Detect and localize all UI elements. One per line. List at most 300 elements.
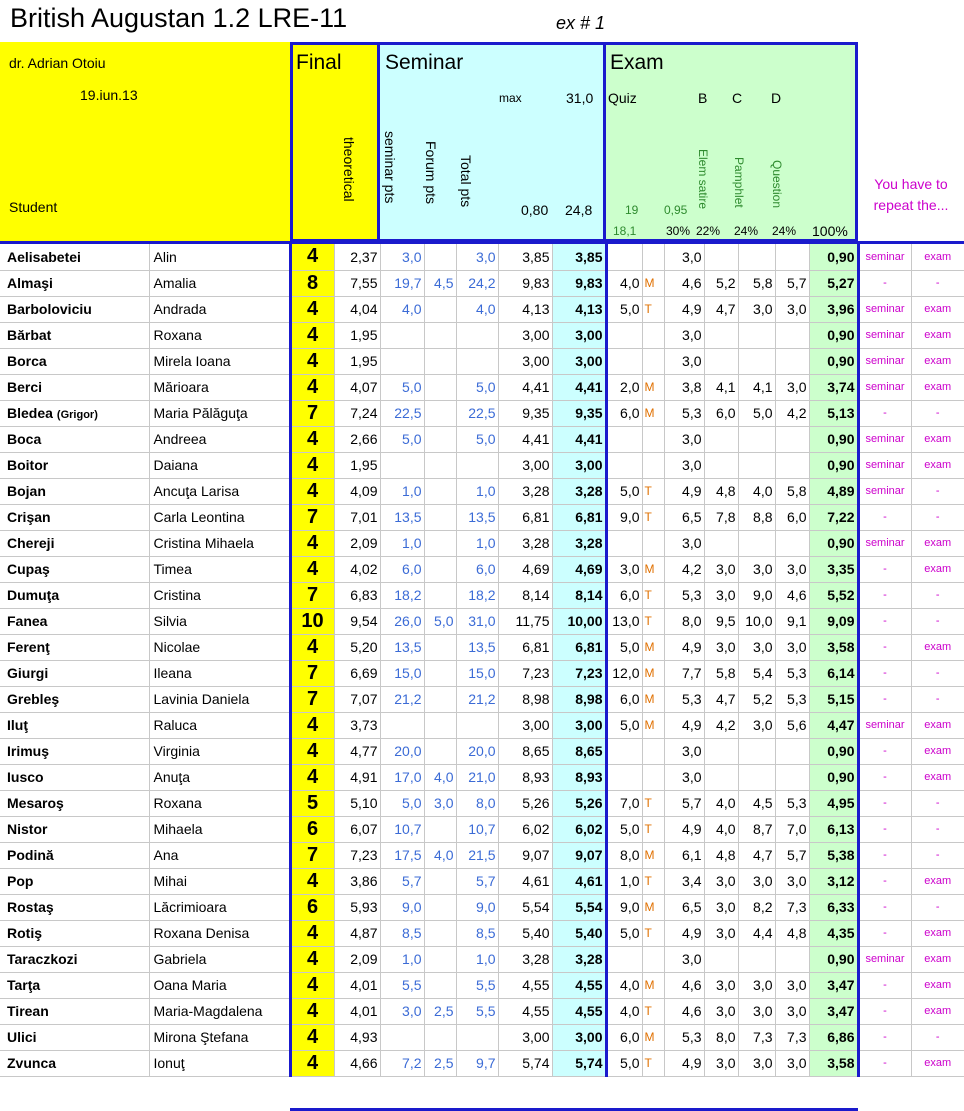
part-c-score-cell: 8,0 bbox=[704, 1024, 738, 1050]
final-grade-cell: 7 bbox=[290, 686, 334, 712]
exam-total-cell: 0,90 bbox=[809, 530, 858, 556]
seminar-total-cell: 9,83 bbox=[552, 270, 606, 296]
theoretical-cell: 2,09 bbox=[334, 530, 380, 556]
theoretical-cell: 7,07 bbox=[334, 686, 380, 712]
quiz-type-cell bbox=[642, 530, 664, 556]
last-name-text: Giurgi bbox=[7, 665, 49, 681]
part-d-score-cell: 3,0 bbox=[738, 972, 775, 998]
seminar-total-cell: 8,98 bbox=[552, 686, 606, 712]
last-name-text: Iluţ bbox=[7, 717, 28, 733]
seminar-total-cell: 4,13 bbox=[552, 296, 606, 322]
part-e-score-cell: 7,3 bbox=[775, 894, 809, 920]
seminar-total-cell: 6,02 bbox=[552, 816, 606, 842]
repeat-seminar-cell: - bbox=[858, 270, 911, 296]
part-b-score-cell: 5,3 bbox=[664, 686, 704, 712]
table-row bbox=[0, 790, 964, 816]
forum-pts-cell bbox=[424, 920, 456, 946]
seminar-total-cell: 3,85 bbox=[552, 244, 606, 270]
exam-total-cell: 3,74 bbox=[809, 374, 858, 400]
last-name-cell bbox=[0, 998, 149, 1024]
seminar-total-cell: 4,61 bbox=[552, 868, 606, 894]
last-name-text: Ulici bbox=[7, 1029, 37, 1045]
final-grade-cell: 4 bbox=[290, 452, 334, 478]
quiz-type-cell: T bbox=[642, 816, 664, 842]
part-e-score-cell: 5,8 bbox=[775, 478, 809, 504]
last-name-cell bbox=[0, 582, 149, 608]
part-c-score-cell: 3,0 bbox=[704, 556, 738, 582]
total-pts-cell: 4,0 bbox=[456, 296, 498, 322]
part-e-score-cell: 5,3 bbox=[775, 660, 809, 686]
quiz-type-cell bbox=[642, 946, 664, 972]
table-row bbox=[0, 322, 964, 348]
part-b-score-cell: 4,6 bbox=[664, 972, 704, 998]
quiz-type-cell: T bbox=[642, 920, 664, 946]
total-pts-cell bbox=[456, 322, 498, 348]
repeat-exam-cell: exam bbox=[911, 946, 964, 972]
last-name-text: Taraczkozi bbox=[7, 951, 78, 967]
part-c-score-cell: 4,1 bbox=[704, 374, 738, 400]
total-pts-cell: 3,0 bbox=[456, 244, 498, 270]
last-name-text: Pop bbox=[7, 873, 34, 889]
final-grade-cell: 4 bbox=[290, 998, 334, 1024]
table-row bbox=[0, 1024, 964, 1050]
theoretical-cell: 4,77 bbox=[334, 738, 380, 764]
last-name-cell bbox=[0, 322, 149, 348]
student-column-label: Student bbox=[9, 199, 58, 215]
seminar-max-value: 31,0 bbox=[566, 90, 594, 106]
repeat-exam-cell: - bbox=[911, 816, 964, 842]
seminar-total-cell: 6,81 bbox=[552, 634, 606, 660]
part-c-score-cell: 4,8 bbox=[704, 478, 738, 504]
quiz-type-cell: T bbox=[642, 582, 664, 608]
part-d-score-cell: 5,2 bbox=[738, 686, 775, 712]
last-name-text: Zvunca bbox=[7, 1055, 57, 1071]
weighted-seminar-cell: 3,00 bbox=[498, 322, 552, 348]
first-name-cell: Oana Maria bbox=[149, 972, 290, 998]
seminar-pts-cell: 6,0 bbox=[380, 556, 424, 582]
first-name-cell: Andreea bbox=[149, 426, 290, 452]
quiz-type-cell: T bbox=[642, 504, 664, 530]
total-pts-cell: 5,7 bbox=[456, 868, 498, 894]
last-name-cell bbox=[0, 400, 149, 426]
exam-total-cell: 7,22 bbox=[809, 504, 858, 530]
final-grade-cell: 4 bbox=[290, 972, 334, 998]
weighted-seminar-cell: 4,41 bbox=[498, 426, 552, 452]
repeat-exam-cell: - bbox=[911, 1024, 964, 1050]
repeat-exam-cell: - bbox=[911, 790, 964, 816]
quiz-type-cell: M bbox=[642, 374, 664, 400]
question-label: Question bbox=[770, 160, 784, 209]
quiz-score-cell bbox=[606, 426, 642, 452]
theoretical-cell: 4,02 bbox=[334, 556, 380, 582]
part-d-score-cell bbox=[738, 322, 775, 348]
last-name-text: Tirean bbox=[7, 1003, 49, 1019]
last-name-cell bbox=[0, 244, 149, 270]
table-row bbox=[0, 1050, 964, 1076]
seminar-pts-cell: 22,5 bbox=[380, 400, 424, 426]
part-b-score-cell: 5,3 bbox=[664, 400, 704, 426]
first-name-cell: Ana bbox=[149, 842, 290, 868]
last-name-cell bbox=[0, 816, 149, 842]
final-grade-cell: 4 bbox=[290, 738, 334, 764]
seminar-pts-cell: 13,5 bbox=[380, 634, 424, 660]
repeat-seminar-cell: seminar bbox=[858, 296, 911, 322]
repeat-exam-cell: exam bbox=[911, 530, 964, 556]
final-grade-cell: 6 bbox=[290, 816, 334, 842]
forum-pts-cell bbox=[424, 296, 456, 322]
part-e-score-cell: 5,7 bbox=[775, 842, 809, 868]
part-d-label: D bbox=[771, 90, 782, 106]
table-row bbox=[0, 972, 964, 998]
part-c-score-cell: 3,0 bbox=[704, 634, 738, 660]
part-c-score-cell bbox=[704, 348, 738, 374]
repeat-seminar-cell: - bbox=[858, 1050, 911, 1076]
seminar-pts-cell: 17,5 bbox=[380, 842, 424, 868]
repeat-seminar-cell: seminar bbox=[858, 322, 911, 348]
weighted-seminar-cell: 7,23 bbox=[498, 660, 552, 686]
quiz-score-cell bbox=[606, 322, 642, 348]
forum-pts-cell bbox=[424, 244, 456, 270]
exam-total-cell: 6,13 bbox=[809, 816, 858, 842]
seminar-pts-cell: 4,0 bbox=[380, 296, 424, 322]
exam-total-cell: 3,35 bbox=[809, 556, 858, 582]
forum-pts-cell bbox=[424, 816, 456, 842]
exam-total-cell: 3,58 bbox=[809, 1050, 858, 1076]
seminar-total-cell: 3,00 bbox=[552, 322, 606, 348]
exam-total-cell: 0,90 bbox=[809, 764, 858, 790]
table-row bbox=[0, 868, 964, 894]
part-e-score-cell: 7,3 bbox=[775, 1024, 809, 1050]
final-header-block bbox=[290, 42, 380, 242]
part-d-score-cell: 5,8 bbox=[738, 270, 775, 296]
first-name-cell: Roxana bbox=[149, 322, 290, 348]
last-name-cell bbox=[0, 556, 149, 582]
theoretical-cell: 4,66 bbox=[334, 1050, 380, 1076]
seminar-pts-cell: 21,2 bbox=[380, 686, 424, 712]
repeat-seminar-cell: seminar bbox=[858, 452, 911, 478]
seminar-total-cell: 4,55 bbox=[552, 972, 606, 998]
repeat-exam-cell: - bbox=[911, 582, 964, 608]
part-b-score-cell: 8,0 bbox=[664, 608, 704, 634]
part-d-score-cell: 5,4 bbox=[738, 660, 775, 686]
exam-total-cell: 0,90 bbox=[809, 322, 858, 348]
part-d-score-cell: 5,0 bbox=[738, 400, 775, 426]
part-c-score-cell bbox=[704, 530, 738, 556]
part-d-score-cell: 4,1 bbox=[738, 374, 775, 400]
total-pts-cell: 5,0 bbox=[456, 426, 498, 452]
seminar-pts-cell bbox=[380, 712, 424, 738]
repeat-exam-cell: exam bbox=[911, 244, 964, 270]
exercise-number: ex # 1 bbox=[556, 13, 606, 33]
seminar-weighted-max: 24,8 bbox=[565, 202, 593, 218]
table-row bbox=[0, 608, 964, 634]
table-row bbox=[0, 270, 964, 296]
seminar-pts-cell: 8,5 bbox=[380, 920, 424, 946]
final-grade-cell: 4 bbox=[290, 322, 334, 348]
part-b-score-cell: 4,9 bbox=[664, 816, 704, 842]
part-c-score-cell bbox=[704, 244, 738, 270]
weighted-seminar-cell: 4,55 bbox=[498, 998, 552, 1024]
part-e-score-cell: 3,0 bbox=[775, 1050, 809, 1076]
forum-pts-cell bbox=[424, 582, 456, 608]
seminar-total-cell: 4,69 bbox=[552, 556, 606, 582]
total-pts-cell: 21,5 bbox=[456, 842, 498, 868]
total-pts-cell: 8,5 bbox=[456, 920, 498, 946]
table-row bbox=[0, 946, 964, 972]
exam-total-cell: 3,47 bbox=[809, 972, 858, 998]
last-name-cell bbox=[0, 1050, 149, 1076]
quiz-type-cell: M bbox=[642, 686, 664, 712]
seminar-pts-cell: 5,5 bbox=[380, 972, 424, 998]
part-c-score-cell: 5,8 bbox=[704, 660, 738, 686]
repeat-exam-cell: - bbox=[911, 478, 964, 504]
first-name-cell: Maria Pălăguţa bbox=[149, 400, 290, 426]
part-b-label: B bbox=[698, 90, 708, 106]
seminar-pts-cell bbox=[380, 322, 424, 348]
final-grade-cell: 8 bbox=[290, 270, 334, 296]
quiz-score-cell: 5,0 bbox=[606, 478, 642, 504]
quiz-score-cell bbox=[606, 946, 642, 972]
table-row bbox=[0, 842, 964, 868]
weighted-seminar-cell: 3,28 bbox=[498, 478, 552, 504]
last-name-text: Nistor bbox=[7, 821, 48, 837]
quiz-score-cell: 1,0 bbox=[606, 868, 642, 894]
weighted-seminar-cell: 3,28 bbox=[498, 530, 552, 556]
repeat-exam-cell: exam bbox=[911, 868, 964, 894]
forum-pts-cell bbox=[424, 686, 456, 712]
final-grade-cell: 4 bbox=[290, 244, 334, 270]
forum-pts-cell bbox=[424, 972, 456, 998]
last-name-text: Boca bbox=[7, 431, 42, 447]
forum-pts-cell bbox=[424, 400, 456, 426]
part-e-score-cell: 3,0 bbox=[775, 556, 809, 582]
repeat-header: You have to repeat the... bbox=[873, 176, 949, 213]
forum-pts-cell: 2,5 bbox=[424, 1050, 456, 1076]
sheet-date: 19.iun.13 bbox=[80, 87, 138, 103]
part-e-score-cell: 4,6 bbox=[775, 582, 809, 608]
final-grade-cell: 5 bbox=[290, 790, 334, 816]
part-e-score-cell bbox=[775, 244, 809, 270]
seminar-pts-label: seminar pts bbox=[382, 131, 398, 204]
part-e-score-cell: 5,6 bbox=[775, 712, 809, 738]
weighted-seminar-cell: 8,93 bbox=[498, 764, 552, 790]
table-row bbox=[0, 738, 964, 764]
weighted-seminar-cell: 6,81 bbox=[498, 634, 552, 660]
part-e-score-cell: 4,2 bbox=[775, 400, 809, 426]
part-b-score-cell: 4,9 bbox=[664, 296, 704, 322]
exam-total-cell: 0,90 bbox=[809, 946, 858, 972]
weighted-seminar-cell: 3,00 bbox=[498, 348, 552, 374]
part-d-score-cell: 3,0 bbox=[738, 712, 775, 738]
theoretical-cell: 3,86 bbox=[334, 868, 380, 894]
weighted-seminar-cell: 11,75 bbox=[498, 608, 552, 634]
theoretical-cell: 2,37 bbox=[334, 244, 380, 270]
last-name-text: Almaşi bbox=[7, 275, 53, 291]
weighted-seminar-cell: 4,61 bbox=[498, 868, 552, 894]
exam-total-cell: 4,95 bbox=[809, 790, 858, 816]
quiz-type-cell: M bbox=[642, 972, 664, 998]
theoretical-cell: 2,66 bbox=[334, 426, 380, 452]
total-pts-cell: 6,0 bbox=[456, 556, 498, 582]
first-name-cell: Ileana bbox=[149, 660, 290, 686]
quiz-score-cell: 5,0 bbox=[606, 296, 642, 322]
weight-total: 100% bbox=[812, 223, 848, 239]
part-c-score-cell: 3,0 bbox=[704, 972, 738, 998]
first-name-cell: Cristina Mihaela bbox=[149, 530, 290, 556]
final-grade-cell: 4 bbox=[290, 348, 334, 374]
seminar-total-cell: 4,41 bbox=[552, 426, 606, 452]
weighted-seminar-cell: 6,02 bbox=[498, 816, 552, 842]
last-name-cell bbox=[0, 686, 149, 712]
first-name-cell: Maria-Magdalena bbox=[149, 998, 290, 1024]
weighted-seminar-cell: 5,26 bbox=[498, 790, 552, 816]
part-b-score-cell: 3,0 bbox=[664, 530, 704, 556]
seminar-pts-cell: 3,0 bbox=[380, 244, 424, 270]
quiz-type-cell: M bbox=[642, 634, 664, 660]
repeat-seminar-cell: seminar bbox=[858, 478, 911, 504]
weighted-seminar-cell: 3,85 bbox=[498, 244, 552, 270]
first-name-cell: Mirona Ştefana bbox=[149, 1024, 290, 1050]
seminar-total-cell: 5,74 bbox=[552, 1050, 606, 1076]
last-name-cell bbox=[0, 790, 149, 816]
student-header-block bbox=[0, 42, 290, 242]
part-c-score-cell bbox=[704, 322, 738, 348]
weighted-seminar-cell: 3,28 bbox=[498, 946, 552, 972]
total-pts-cell: 13,5 bbox=[456, 504, 498, 530]
part-e-score-cell: 3,0 bbox=[775, 998, 809, 1024]
part-b-score-cell: 5,3 bbox=[664, 1024, 704, 1050]
part-b-score-cell: 3,0 bbox=[664, 764, 704, 790]
repeat-exam-cell: - bbox=[911, 842, 964, 868]
repeat-exam-cell: - bbox=[911, 608, 964, 634]
last-name-cell bbox=[0, 842, 149, 868]
quiz-score-cell: 13,0 bbox=[606, 608, 642, 634]
part-d-score-cell: 4,5 bbox=[738, 790, 775, 816]
part-d-score-cell: 4,7 bbox=[738, 842, 775, 868]
repeat-exam-cell: - bbox=[911, 894, 964, 920]
last-name-text: Borca bbox=[7, 353, 47, 369]
last-name-cell bbox=[0, 608, 149, 634]
theoretical-cell: 2,09 bbox=[334, 946, 380, 972]
theoretical-cell: 5,20 bbox=[334, 634, 380, 660]
forum-pts-cell bbox=[424, 556, 456, 582]
part-d-score-cell bbox=[738, 738, 775, 764]
seminar-total-cell: 8,65 bbox=[552, 738, 606, 764]
repeat-seminar-cell: - bbox=[858, 842, 911, 868]
theoretical-cell: 7,01 bbox=[334, 504, 380, 530]
last-name-cell bbox=[0, 1024, 149, 1050]
quiz-label: Quiz bbox=[608, 90, 637, 106]
exam-total-cell: 5,52 bbox=[809, 582, 858, 608]
repeat-exam-cell: exam bbox=[911, 296, 964, 322]
part-b-score-cell: 5,3 bbox=[664, 582, 704, 608]
first-name-cell: Silvia bbox=[149, 608, 290, 634]
forum-pts-cell bbox=[424, 478, 456, 504]
last-name-text: Podină bbox=[7, 847, 54, 863]
quiz-type-cell bbox=[642, 348, 664, 374]
part-c-score-cell: 3,0 bbox=[704, 920, 738, 946]
final-grade-cell: 7 bbox=[290, 842, 334, 868]
repeat-seminar-cell: seminar bbox=[858, 426, 911, 452]
seminar-total-cell: 3,00 bbox=[552, 712, 606, 738]
quiz-type-cell: M bbox=[642, 1024, 664, 1050]
part-b-score-cell: 3,0 bbox=[664, 946, 704, 972]
forum-pts-cell bbox=[424, 712, 456, 738]
last-name-text: Rostaş bbox=[7, 899, 54, 915]
quiz-average: 18,1 bbox=[613, 224, 637, 238]
table-row bbox=[0, 556, 964, 582]
total-pts-cell: 15,0 bbox=[456, 660, 498, 686]
part-d-score-cell: 3,0 bbox=[738, 1050, 775, 1076]
repeat-exam-cell: exam bbox=[911, 374, 964, 400]
forum-pts-cell bbox=[424, 894, 456, 920]
weighted-seminar-cell: 9,83 bbox=[498, 270, 552, 296]
exam-total-cell: 3,96 bbox=[809, 296, 858, 322]
seminar-total-cell: 7,23 bbox=[552, 660, 606, 686]
seminar-max-label: max bbox=[499, 91, 522, 105]
last-name-text: Berci bbox=[7, 379, 43, 395]
quiz-score-cell: 3,0 bbox=[606, 556, 642, 582]
part-d-score-cell bbox=[738, 426, 775, 452]
part-e-score-cell bbox=[775, 452, 809, 478]
theoretical-cell: 1,95 bbox=[334, 322, 380, 348]
seminar-total-cell: 9,35 bbox=[552, 400, 606, 426]
first-name-cell: Mărioara bbox=[149, 374, 290, 400]
repeat-exam-cell: exam bbox=[911, 764, 964, 790]
grades-table bbox=[0, 244, 964, 1077]
theoretical-cell: 3,73 bbox=[334, 712, 380, 738]
last-name-cell bbox=[0, 894, 149, 920]
total-pts-cell: 1,0 bbox=[456, 946, 498, 972]
repeat-exam-cell: exam bbox=[911, 972, 964, 998]
theoretical-cell: 6,83 bbox=[334, 582, 380, 608]
part-c-score-cell: 3,0 bbox=[704, 868, 738, 894]
seminar-total-cell: 3,00 bbox=[552, 1024, 606, 1050]
table-row bbox=[0, 348, 964, 374]
repeat-seminar-cell: - bbox=[858, 894, 911, 920]
repeat-exam-cell: exam bbox=[911, 634, 964, 660]
quiz-type-cell: M bbox=[642, 712, 664, 738]
theoretical-cell: 1,95 bbox=[334, 452, 380, 478]
final-grade-cell: 7 bbox=[290, 504, 334, 530]
weighted-seminar-cell: 4,55 bbox=[498, 972, 552, 998]
last-name-text: Bledea bbox=[7, 405, 53, 421]
theoretical-cell: 7,23 bbox=[334, 842, 380, 868]
forum-pts-cell bbox=[424, 946, 456, 972]
exam-total-cell: 3,12 bbox=[809, 868, 858, 894]
last-name-text: Mesaroş bbox=[7, 795, 64, 811]
part-b-score-cell: 3,0 bbox=[664, 322, 704, 348]
seminar-pts-cell: 20,0 bbox=[380, 738, 424, 764]
quiz-score-cell: 8,0 bbox=[606, 842, 642, 868]
quiz-type-cell: T bbox=[642, 868, 664, 894]
part-c-score-cell: 4,2 bbox=[704, 712, 738, 738]
weight-quiz: 30% bbox=[666, 224, 691, 238]
repeat-exam-cell: exam bbox=[911, 1050, 964, 1076]
quiz-type-cell bbox=[642, 452, 664, 478]
repeat-seminar-cell: seminar bbox=[858, 530, 911, 556]
total-pts-label: Total pts bbox=[458, 155, 474, 208]
last-name-text: Fanea bbox=[7, 613, 48, 629]
final-grade-cell: 4 bbox=[290, 946, 334, 972]
last-name-text: Barboloviciu bbox=[7, 301, 92, 317]
quiz-type-cell: M bbox=[642, 270, 664, 296]
part-c-score-cell: 4,0 bbox=[704, 790, 738, 816]
weighted-seminar-cell: 3,00 bbox=[498, 452, 552, 478]
table-row bbox=[0, 400, 964, 426]
quiz-score-cell: 5,0 bbox=[606, 920, 642, 946]
theoretical-cell: 4,04 bbox=[334, 296, 380, 322]
